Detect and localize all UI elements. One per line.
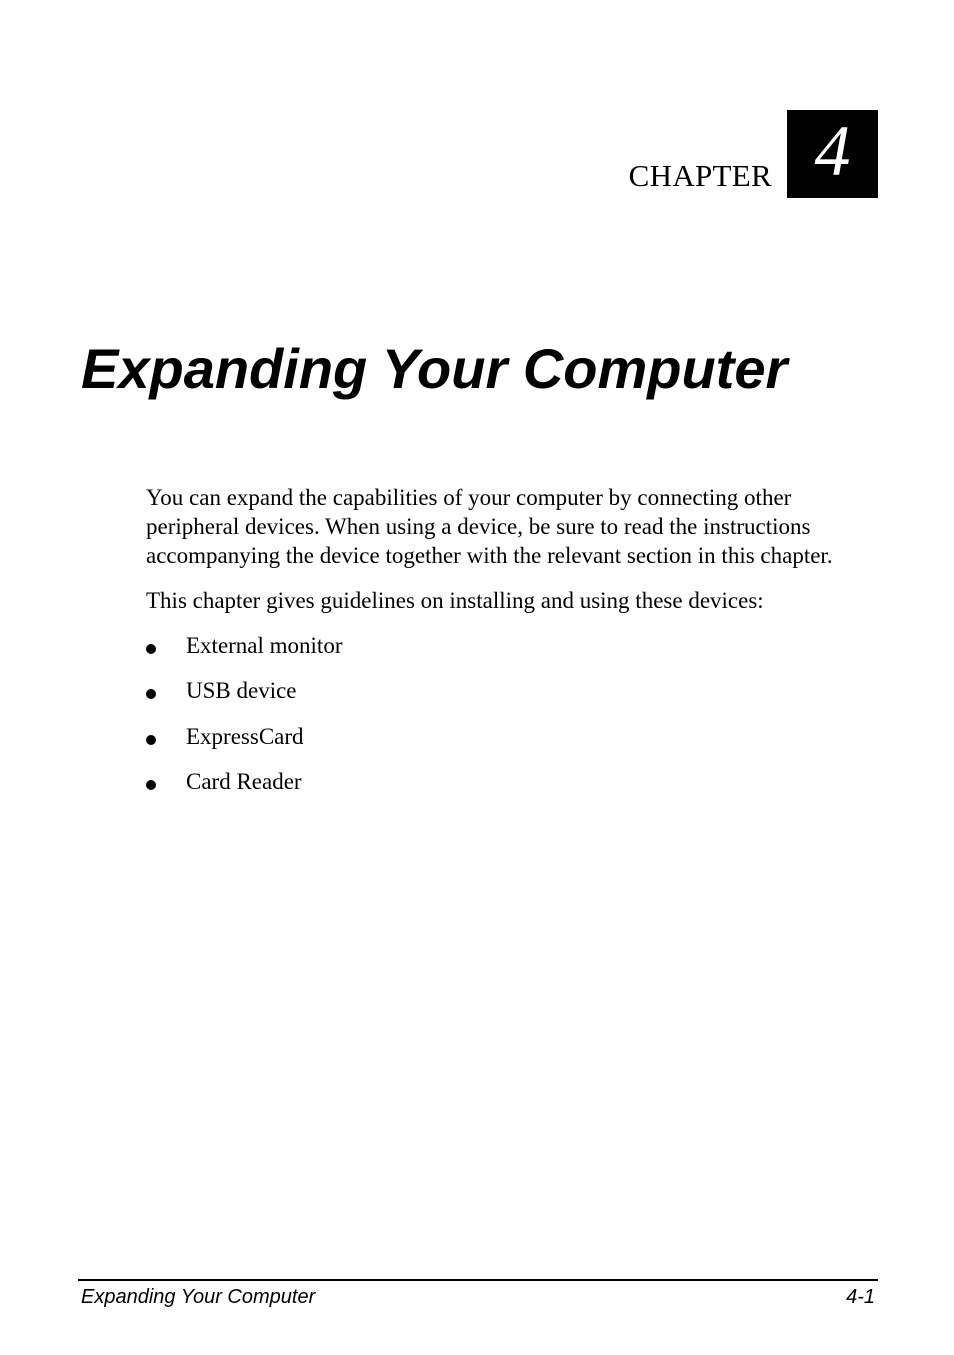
- list-item: [146, 722, 876, 751]
- list-item-text: USB device: [186, 678, 297, 704]
- bullet-icon: [146, 689, 156, 699]
- page-number: 4-1: [846, 1286, 875, 1308]
- intro-paragraph: You can expand the capabilities of your computer by connecting other peripheral devices. When using a device, be sure to read the instructions accompanying the device together with the relevant section in this chapter.: [146, 485, 833, 568]
- chapter-number-box: [787, 110, 878, 198]
- bullet-icon: [146, 735, 156, 745]
- device-list: [146, 631, 876, 796]
- bullet-icon: [146, 780, 156, 790]
- list-item: [146, 767, 876, 796]
- list-item: [146, 676, 876, 705]
- footer-title: Expanding Your Computer: [81, 1286, 316, 1308]
- chapter-number: 4: [814, 111, 851, 191]
- list-item: [146, 631, 876, 660]
- chapter-body: [146, 483, 876, 812]
- list-item-text: Card Reader: [186, 768, 302, 794]
- footer-divider: [78, 1279, 878, 1281]
- lead-paragraph: This chapter gives guidelines on installing and using these devices:: [146, 588, 764, 613]
- bullet-icon: [146, 644, 156, 654]
- list-item-text: External monitor: [186, 633, 343, 658]
- chapter-label: CHAPTER: [628, 158, 772, 193]
- chapter-title: Expanding Your Computer: [81, 337, 788, 400]
- list-item-text: ExpressCard: [186, 723, 304, 749]
